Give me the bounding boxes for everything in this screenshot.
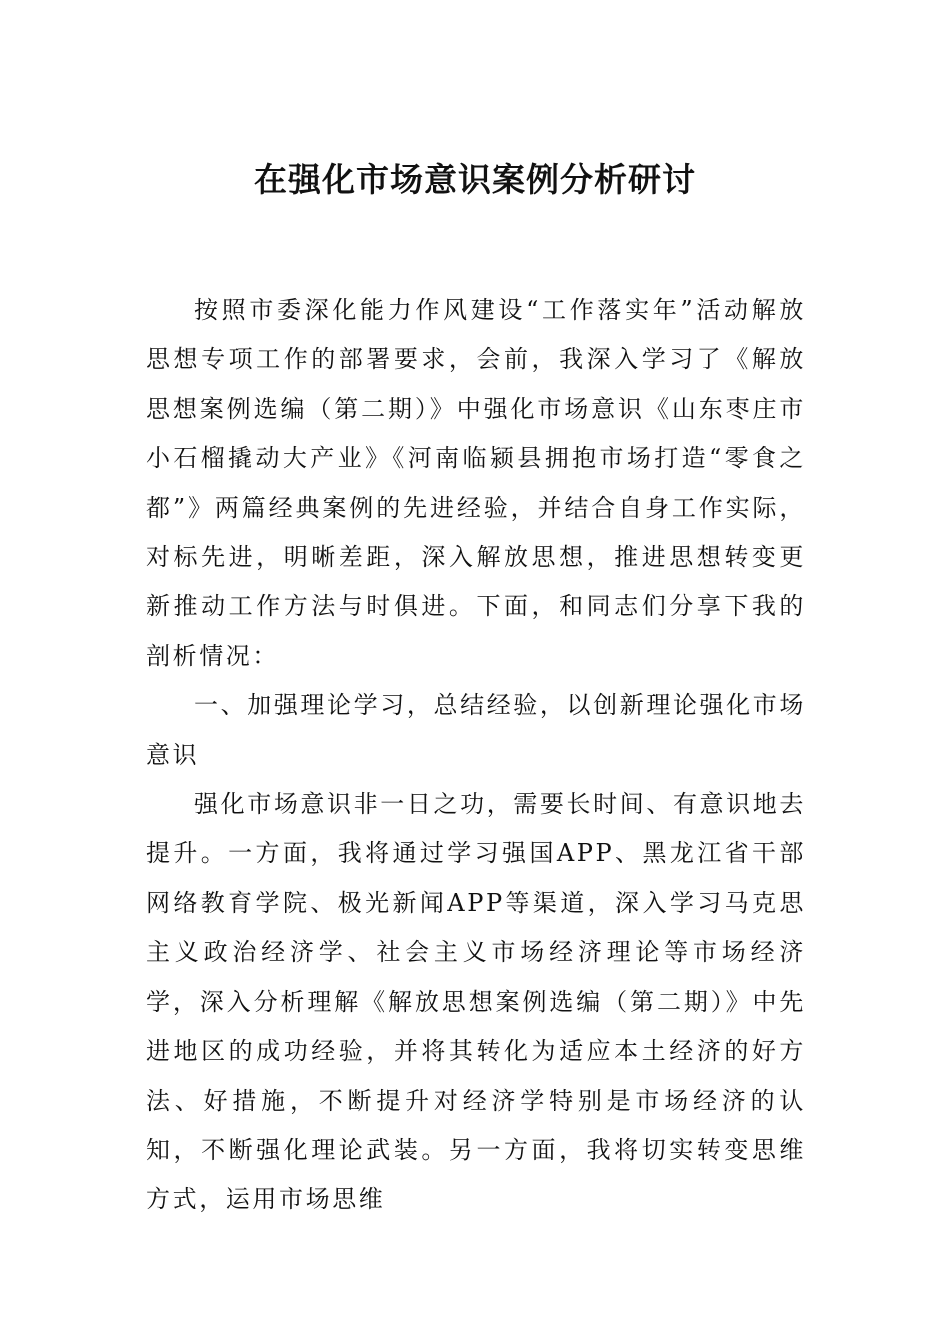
paragraph-section-1: 强化市场意识非一日之功，需要长时间、有意识地去提升。一方面，我将通过学习强国APP、黑龙江省干部网络教育学院、极光新闻APP等渠道，深入学习马克思主义政治经济学、社会主义市场经济理论等市场经济学，深入分析理解《解放思想案例选编（第二期）》中先进地区的成功经验，并将其转化为适应本土经济的好方法、好措施，不断提升对经济学特别是市场经济的认知，不断强化理论武装。另一方面，我将切实转变思维方式，运用市场思维: [146, 790, 806, 1214]
document-title: 在强化市场意识案例分析研讨: [254, 160, 696, 199]
section-heading-1: 一、加强理论学习，总结经验，以创新理论强化市场意识: [146, 691, 806, 769]
paragraph-intro: 按照市委深化能力作风建设“工作落实年”活动解放思想专项工作的部署要求，会前，我深入学习了《解放思想案例选编（第二期）》中强化市场意识《山东枣庄市小石榴撬动大产业》《河南临颍县拥抱市场打造“零食之都”》两篇经典案例的先进经验，并结合自身工作实际，对标先进，明晰差距，深入解放思想，推进思想转变更新推动工作方法与时俱进。下面，和同志们分享下我的剖析情况：: [146, 296, 806, 670]
document-body: [146, 286, 806, 1225]
